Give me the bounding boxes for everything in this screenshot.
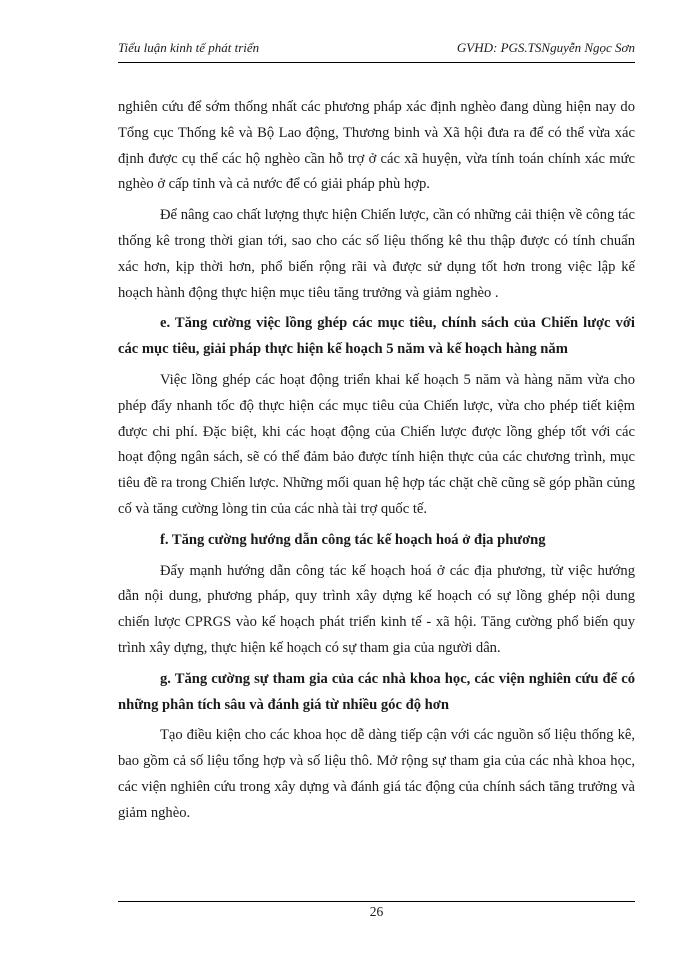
- paragraph-statistics: Để nâng cao chất lượng thực hiện Chiến lược, cần có những cải thiện về công tác thống kê trong thời gian tới, sao cho các số liệu thống kê thu thập được có tính chuẩn xác hơn, kịp thời hơn, phổ biến rộng rãi và được sử dụng tốt hơn trong việc lập kế hoạch hành động thực hiện mục tiêu tăng trưởng và giảm nghèo .: [118, 207, 635, 301]
- document-body: [118, 95, 635, 832]
- paragraph-scientists: Tạo điều kiện cho các khoa học dễ dàng tiếp cận với các nguồn số liệu thống kê, bao gồm cả số liệu tổng hợp và số liệu thô. Mở rộng sự tham gia của các nhà khoa học, các viện nghiên cứu trong xây dựng và đánh giá tác động của chính sách tăng trưởng và giảm nghèo.: [118, 727, 635, 821]
- section-heading-e: e. Tăng cường việc lồng ghép các mục tiêu, chính sách của Chiến lược với các mục tiêu, giải pháp thực hiện kế hoạch 5 năm và kế hoạch hàng năm: [118, 315, 635, 358]
- section-heading-g: g. Tăng cường sự tham gia của các nhà khoa học, các viện nghiên cứu để có những phân tích sâu và đánh giá từ nhiều góc độ hơn: [118, 670, 635, 713]
- page-header: [118, 38, 635, 63]
- paragraph-local-planning: Đẩy mạnh hướng dẫn công tác kế hoạch hoá ở các địa phương, từ việc hướng dẫn nội dung, phương pháp, quy trình xây dựng kế hoạch có sự lồng ghép nội dung chiến lược CPRGS vào kế hoạch phát triển kinh tế - xã hội. Tăng cường phổ biến quy trình xây dựng, thực hiện kế hoạch có sự tham gia của người dân.: [118, 562, 635, 656]
- section-heading-f: f. Tăng cường hướng dẫn công tác kế hoạch hoá ở địa phương: [160, 531, 546, 548]
- page-number: 26: [369, 904, 384, 919]
- paragraph-integration: Việc lồng ghép các hoạt động triển khai kế hoạch 5 năm và hàng năm vừa cho phép đẩy nhanh tốc độ thực hiện các mục tiêu của Chiến lược, vừa cho phép tiết kiệm được chi phí. Đặc biệt, khi các hoạt động của Chiến lược được lồng ghép tốt với các hoạt động ngân sách, sẽ có thể đảm bảo được tính hiện thực của các chương trình, mục tiêu đề ra trong Chiến lược. Những mối quan hệ hợp tác chặt chẽ cũng sẽ góp phần củng cố và tăng cường lòng tin của các nhà tài trợ quốc tế.: [118, 371, 635, 517]
- header-course-title: Tiểu luận kinh tế phát triển: [118, 40, 260, 55]
- footer-divider: [118, 901, 635, 902]
- header-supervisor: GVHD: PGS.TSNguyễn Ngọc Sơn: [456, 40, 635, 55]
- paragraph-continuation: nghiên cứu để sớm thống nhất các phương pháp xác định nghèo đang dùng hiện nay do Tổng cục Thống kê và Bộ Lao động, Thương binh và Xã hội đưa ra để có thể vừa xác định được cụ thể các hộ nghèo cần hỗ trợ ở các xã huyện, vừa tính toán chính xác mức nghèo ở cấp tỉnh và cả nước để có giải pháp phù hợp.: [118, 99, 635, 193]
